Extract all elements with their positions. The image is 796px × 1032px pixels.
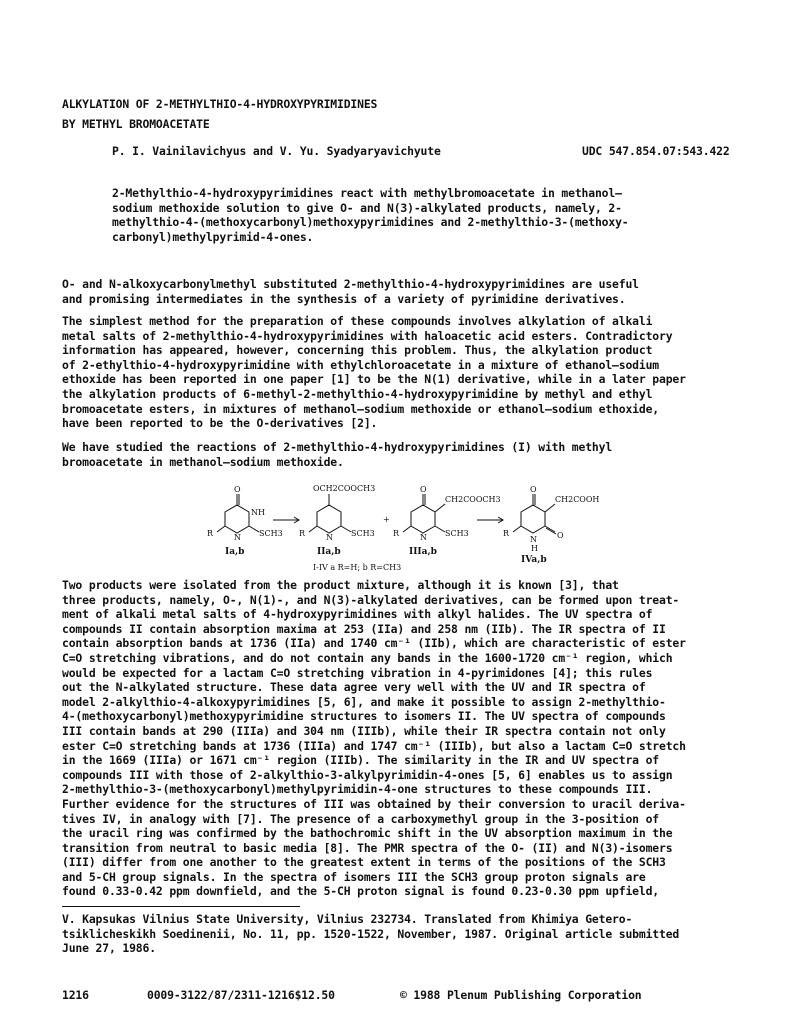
scheme-n-IV: N bbox=[530, 535, 537, 544]
footnote-rule bbox=[62, 906, 300, 907]
scheme-plus: + bbox=[383, 515, 390, 524]
title-line-2: BY METHYL BROMOACETATE bbox=[62, 117, 210, 131]
scheme-o-III: O bbox=[420, 485, 427, 494]
title-line-1: ALKYLATION OF 2-METHYLTHIO-4-HYDROXYPYRIMIDINES bbox=[62, 97, 378, 111]
compound-label-II: IIa,b bbox=[317, 547, 341, 557]
ring-II bbox=[317, 505, 341, 533]
scheme-r-III: R bbox=[393, 529, 400, 538]
ring-I bbox=[225, 505, 249, 533]
compound-label-I: Ia,b bbox=[225, 547, 245, 557]
scheme-o-IV: O bbox=[530, 485, 537, 494]
scheme-group-II: OCH2COOCH3 bbox=[313, 484, 376, 493]
ring-III bbox=[411, 505, 435, 533]
scheme-n-II: N bbox=[326, 533, 333, 542]
paragraph-2: The simplest method for the preparation of these compounds involves alkylation of alkali metal salts of 2-methylthio-4-hydroxypyrimidines with haloacetic acid esters. Contradictory information has appeared, however, concerning this problem. Thus, the alkylation product of 2-ethylthio-4-hydroxypyrimidine with ethylchloroacetate in a mixture of ethanol—sodium ethoxide has been reported in one paper [1] to be the N(1) derivative, while in a later paper the alkylation products of 6-methyl-2-methylthio-4-hydroxypyrimidine by methyl and ethyl bromoacetate esters, in mixtures of methanol—sodium methoxide or ethanol—sodium ethoxide, have been reported to be the O-derivatives [2]. bbox=[62, 314, 686, 431]
scheme-r-I: R bbox=[207, 529, 214, 538]
authors: P. I. Vainilavichyus and V. Yu. Syadyaryavichyute bbox=[112, 144, 441, 158]
paragraph-1: O- and N-alkoxycarbonylmethyl substituted 2-methylthio-4-hydroxypyrimidines are useful and promising intermediates in the synthesis of a variety of pyrimidine derivatives. bbox=[62, 277, 639, 306]
compound-label-III: IIIa,b bbox=[409, 547, 437, 557]
scheme-r-IV: R bbox=[503, 529, 510, 538]
article-title bbox=[62, 94, 702, 134]
scheme-sch3-I: SCH3 bbox=[259, 529, 283, 538]
scheme-o-I: O bbox=[234, 485, 241, 494]
scheme-sch3-II: SCH3 bbox=[351, 529, 375, 538]
paragraph-3: We have studied the reactions of 2-methylthio-4-hydroxypyrimidines (I) with methyl bromoacetate in methanol—sodium methoxide. bbox=[62, 440, 613, 469]
reaction-scheme bbox=[195, 484, 615, 576]
compound-label-IV: IVa,b bbox=[521, 555, 547, 565]
ring-IV bbox=[521, 505, 545, 533]
scheme-o2-IV: O bbox=[557, 531, 564, 540]
scheme-caption: I-IV a R=H; b R=CH3 bbox=[313, 563, 402, 572]
issn-code: 0009-3122/87/2311-1216$12.50 bbox=[147, 988, 335, 1002]
udc-code: UDC 547.854.07:543.422 bbox=[582, 144, 730, 158]
scheme-group-III: CH2COOCH3 bbox=[445, 495, 501, 504]
scheme-r-II: R bbox=[299, 529, 306, 538]
scheme-n-III: N bbox=[420, 533, 427, 542]
scheme-n-I: N bbox=[234, 533, 241, 542]
abstract: 2-Methylthio-4-hydroxypyrimidines react with methylbromoacetate in methanol— sodium methoxide solution to give O- and N(3)-alkylated products, namely, 2- methylthio-4-(methoxycarbonyl)methoxypyrimidines and 2-methylthio-3-(methoxy- carbonyl)methylpyrimid-4-ones. bbox=[112, 186, 629, 244]
scheme-group-IV: CH2COOH bbox=[555, 495, 600, 504]
paragraph-4: Two products were isolated from the product mixture, although it is known [3], that three products, namely, O-, N(1)-, and N(3)-alkylated derivatives, can be formed upon treat- ment of alkali metal salts of 4-hydroxypyrimidines with alkyl halides. The UV spectra of compounds II contain absorption maxima at 253 (IIa) and 258 nm (IIb). The IR spectra of II contain absorption bands at 1736 (IIa) and 1740 cm⁻¹ (IIb), which are characteristic of ester C=O stretching vibrations, and do not contain any bands in the 1600-1720 cm⁻¹ region, which would be expected for a lactam C=O stretching vibration in 4-pyrimidones [4]; this rules out the N-alkylated structure. These data agree very well with the UV and IR spectra of model 2-alkylthio-4-alkoxypyrimidines [5, 6], and make it possible to assign 2-methylthio- 4-(methoxycarbonyl)methoxypyrimidine structures to isomers II. The UV spectra of compounds III contain bands at 290 (IIIa) and 304 nm (IIIb), while their IR spectra contain not only ester C=O stretching bands at 1736 (IIIa) and 1747 cm⁻¹ (IIIb), but also a lactam C=O stretch in the 1669 (IIIa) or 1671 cm⁻¹ region (IIIb). The similarity in the IR and UV spectra of compounds III with those of 2-alkylthio-3-alkylpyrimidin-4-ones [5, 6] enables us to assign 2-methylthio-3-(methoxycarbonyl)methylpyrimidin-4-one structures to these compounds III. Further evidence for the structures of III was obtained by their conversion to uracil deriva- tives IV, in analogy with [7]. The presence of a carboxymethyl group in the 3-position of the uracil ring was confirmed by the bathochromic shift in the UV absorption maximum in the transition from neutral to basic media [8]. The PMR spectra of the O- (II) and N(3)-isomers (III) differ from one another to the greatest extent in terms of the positions of the SCH3 and 5-CH group signals. In the spectra of isomers III the SCH3 group proton signals are found 0.33-0.42 ppm downfield, and the 5-CH proton signal is found 0.23-0.30 ppm upfield, bbox=[62, 578, 686, 899]
scheme-h-IV: H bbox=[531, 544, 538, 553]
page-number: 1216 bbox=[62, 988, 89, 1002]
footnote: V. Kapsukas Vilnius State University, Vilnius 232734. Translated from Khimiya Getero- tsiklicheskikh Soedinenii, No. 11, pp. 1520-1522, November, 1987. Original article submitted June 27, 1986. bbox=[62, 912, 680, 956]
scheme-sch3-III: SCH3 bbox=[445, 529, 469, 538]
copyright: © 1988 Plenum Publishing Corporation bbox=[400, 988, 642, 1002]
scheme-nh-I: NH bbox=[251, 508, 265, 517]
